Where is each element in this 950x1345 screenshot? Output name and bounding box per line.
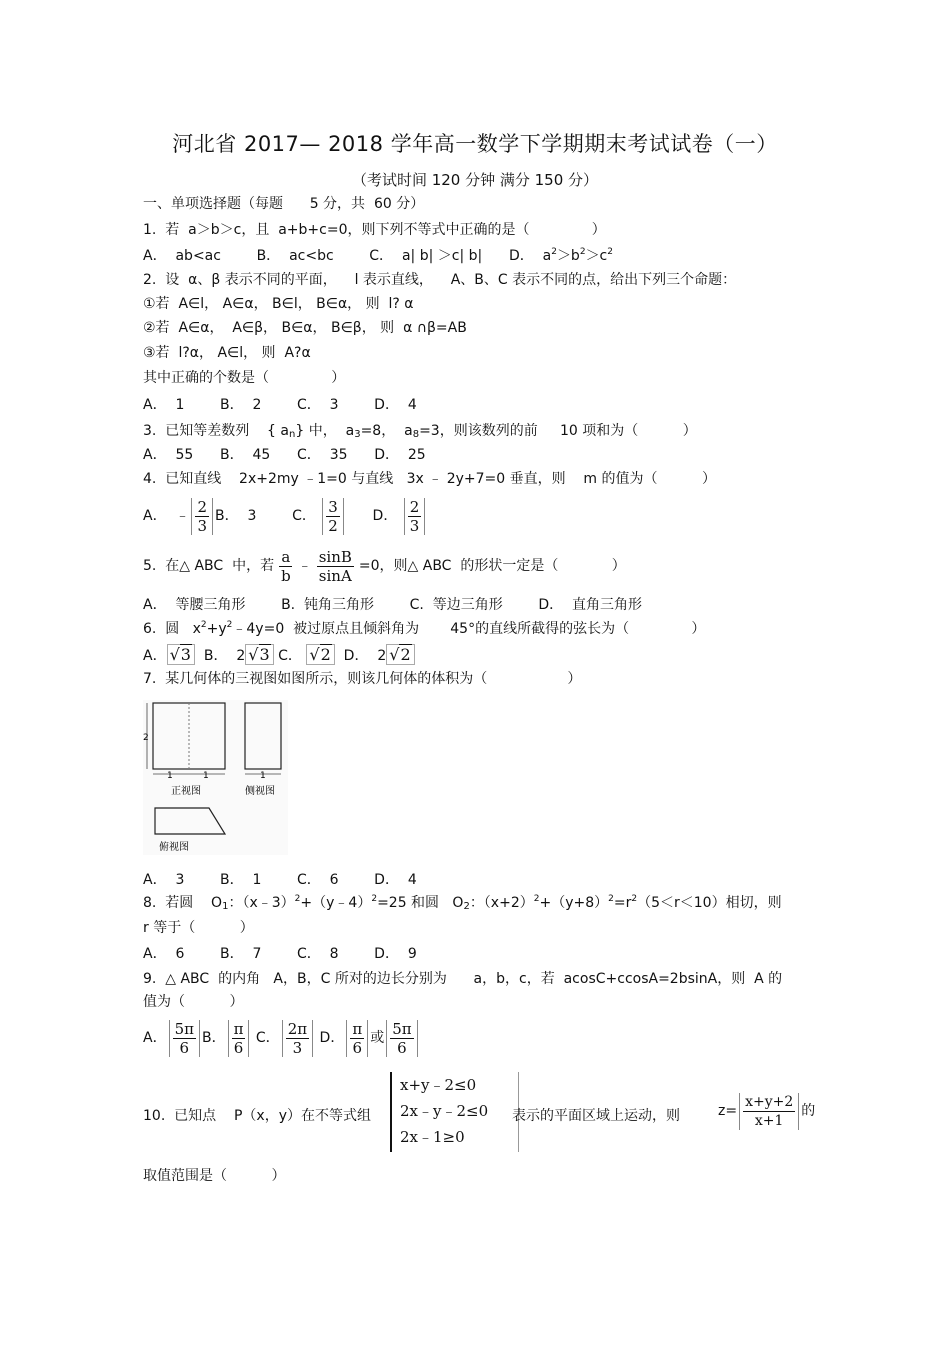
inequality-system [390,1072,519,1152]
q4-options: A． ﹣ $\frac{2}{3}$ B． 3 C． $\frac{3}{2}$ D． $\frac{2}{3}$ [143,494,427,538]
q3-stem: 3. 已知等差数列 { $a_n$} 中， $a_3=8$， $a_8=3$，则该数列的前 10 项和为（ ） [143,423,697,440]
q9-options: A． $\frac{5\pi}{6}$ B． $\frac{\pi}{6}$ C． $\frac{2\pi}{3}$ D． $\frac{\pi}{6}$ 或 $\frac{5\pi}{6}$ [143,1016,420,1060]
front-view-label: 正视图 [171,786,201,797]
q1-option-a: A． ab<ac [143,248,221,264]
q2-proposition-2: ②若 A∈α， A∈β， B∈α， B∈β， 则 α ∩β=AB [143,320,467,336]
q4-frac-a: $\frac{2}{3}$ [191,498,213,535]
inequality-1: x+y﹣2≤0 [400,1076,477,1094]
q9-frac-a: $\frac{5\pi}{6}$ [169,1020,200,1057]
q5-stem: 5. 在△ ABC 中，若 $\frac{a}{b}$ ﹣ $\frac{\sin B}{\sin A}$ =0，则△ ABC 的形状一定是（ ） [143,547,626,585]
q6-stem: 6. 圆 $x^2+y^2﹣4y=0$ 被过原点且倾斜角为 45°的直线所截得的弦长为（ ） [143,620,706,637]
q8-stem: 8. 若圆 $O_1$：（x﹣3）$^2$+（y﹣4）$^2$=25 和圆 $O_2$：$(x+2)^2+(y+8)^2=r^2(5<r<10)$相切，则 [143,894,782,912]
q10-stem-cont: 取值范围是（ ） [143,1168,286,1184]
inequality-3: 2x﹣1≥0 [400,1128,465,1146]
q6-options: A． √3 B． 2 √3 C． √2 D． 2 √2 [143,643,415,668]
q1-option-b: B． ac<bc [256,248,334,264]
q1-stem: 1. 若 a＞b＞c，且 a+b+c=0，则下列不等式中正确的是（ ） [143,222,606,238]
q9-frac-c: $\frac{2\pi}{3}$ [282,1020,313,1057]
three-view-drawing [143,700,288,855]
q5-frac-sin: $\frac{\sin B}{\sin A}$ [318,547,352,585]
q8-stem-cont: r 等于（ ） [143,920,254,936]
q9-frac-b: $\frac{\pi}{6}$ [228,1020,250,1057]
q6-sqrt-d: √2 [386,644,414,665]
q2-proposition-3: ③若 l?α， A∈l， 则 A?α [143,345,311,361]
dim-height-label: 2 [143,733,149,743]
dim-width-label-2: 1 [203,771,209,781]
top-view-label: 俯视图 [159,842,189,853]
three-view-figure [143,700,288,855]
q6-sqrt-b: √3 [245,644,273,665]
section-heading: 一、单项选择题（每题 5 分，共 60 分） [143,196,425,212]
q6-sqrt-a: √3 [167,644,195,665]
exam-info: （考试时间 120 分钟 满分 150 分） [351,171,599,189]
q9-frac-d2: $\frac{5\pi}{6}$ [386,1020,417,1057]
q9-frac-d1: $\frac{\pi}{6}$ [346,1020,368,1057]
q2-question: 其中正确的个数是（ ） [143,370,346,386]
dim-side-label: 1 [260,771,266,781]
q1-options [143,246,613,266]
page-title: 河北省 2017— 2018 学年高一数学下学期期末考试试卷（一） [172,132,778,156]
q6-sqrt-c: √2 [306,644,334,665]
q3-options: A． 55 B． 45 C． 35 D． 25 [143,447,426,463]
q10-stem-mid: 表示的平面区域上运动，则 [512,1108,680,1124]
q1-option-d: D． $a^2>b^2>c^2$ [508,247,613,264]
q1-option-c: C． a| b| ＞c| b| [369,248,483,264]
q5-options: A． 等腰三角形 B. 钝角三角形 C. 等边三角形 D． 直角三角形 [143,597,643,613]
q7-stem: 7. 某几何体的三视图如图所示，则该几何体的体积为（ ） [143,671,582,687]
q8-options: A． 6 B． 7 C． 8 D． 9 [143,946,417,962]
q10-expression: z= $\frac{x+y+2}{x+1}$ 的 [718,1093,816,1129]
q4-frac-d: $\frac{2}{3}$ [404,498,426,535]
q7-options: A． 3 B． 1 C． 6 D． 4 [143,872,417,888]
side-view-label: 侧视图 [245,786,275,797]
q5-frac-ab: $\frac{a}{b}$ [281,547,291,585]
q10-frac-z: $\frac{x+y+2}{x+1}$ [739,1093,799,1130]
q4-frac-c: $\frac{3}{2}$ [322,498,344,535]
q2-stem: 2. 设 α、β 表示不同的平面， l 表示直线， A、B、C 表示不同的点，给出下列三个命题： [143,272,737,288]
q9-stem: 9. △ ABC 的内角 A，B，C 所对的边长分别为 a，b，c，若 acosC+ccosA=2bsinA，则 A 的 [143,971,783,987]
dim-width-label-1: 1 [167,771,173,781]
q2-options: A． 1 B． 2 C． 3 D． 4 [143,397,417,413]
inequality-2: 2x﹣y﹣2≤0 [400,1102,489,1120]
q2-proposition-1: ①若 A∈l， A∈α， B∈l， B∈α， 则 l? α [143,296,414,312]
q4-stem: 4. 已知直线 2x+2my ﹣1=0 与直线 3x ﹣ 2y+7=0 垂直，则 m 的值为（ ） [143,471,717,487]
q9-stem-cont: 值为（ ） [143,994,244,1010]
q10-stem-pre: 10. 已知点 P（x，y）在不等式组 [143,1108,371,1124]
